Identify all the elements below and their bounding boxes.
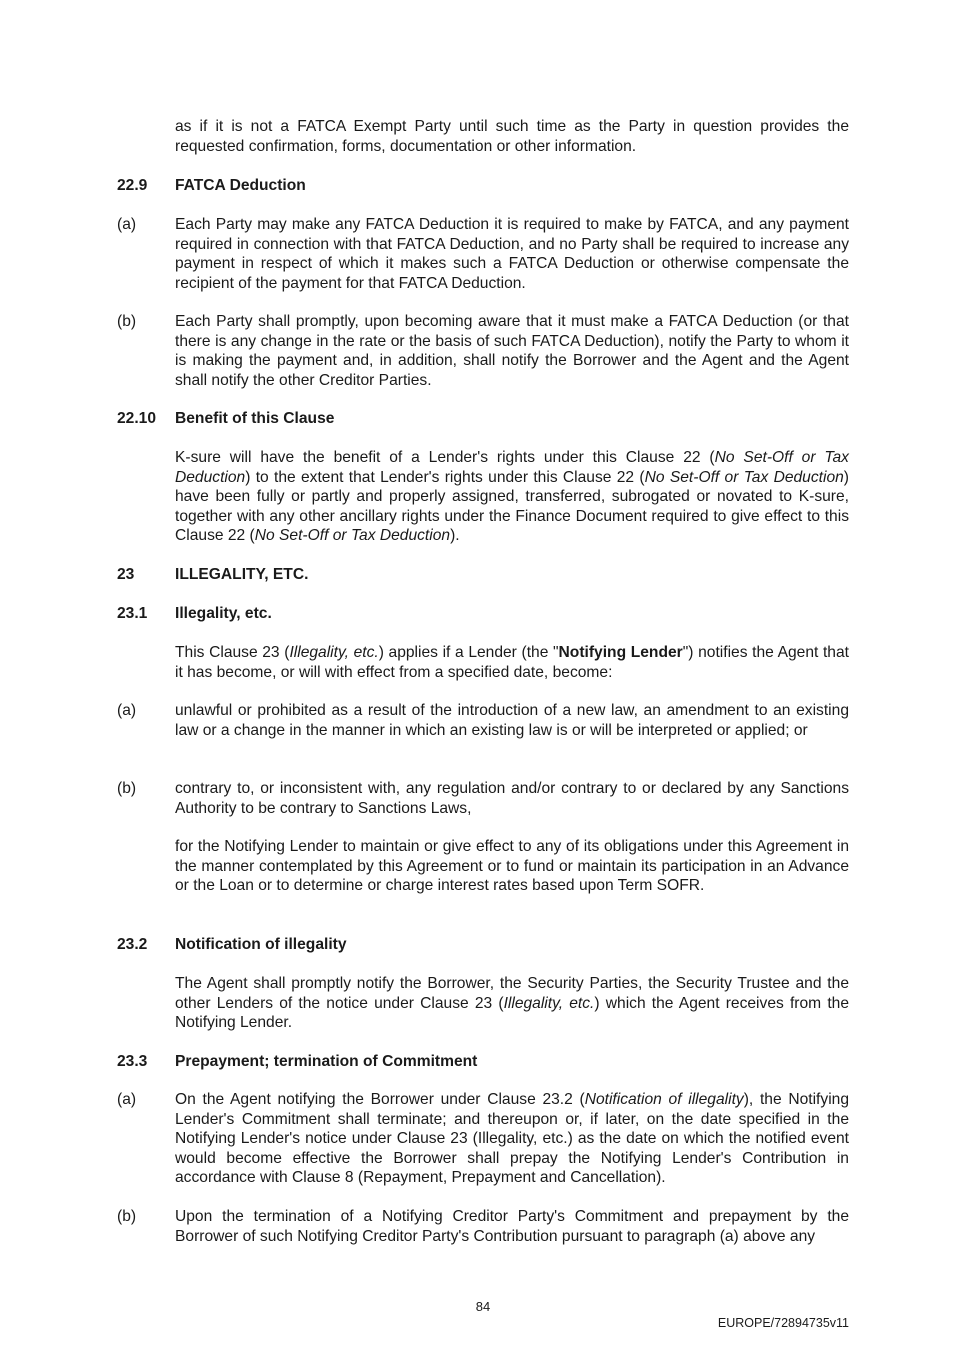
clause-heading-illegality: ILLEGALITY, ETC.	[175, 566, 309, 583]
paragraph-22-9-a: Each Party may make any FATCA Deduction it is required to make by FATCA, and any payment required in connection with that FATCA Deduction, and no Party shall be required to increase any payment in respect of which it makes such a FATCA Deduction or otherwise compensate the recipient of the payment for that FATCA Deduction.	[175, 216, 849, 292]
list-label-23-1-b: (b)	[117, 780, 137, 797]
paragraph-22-9-b: Each Party shall promptly, upon becoming aware that it must make a FATCA Deduction (or that there is any change in the rate or the basis of such FATCA Deduction), notify the Party to whom it is making the payment and, in addition, shall notify the Borrower and the Agent and the Agent shall notify the other Creditor Parties.	[175, 313, 849, 389]
paragraph-22-10: K-sure will have the benefit of a Lender's rights under this Clause 22 (No Set-Off or Tax Deduction) to the extent that Lender's rights under this Clause 22 (No Set-Off or Tax Deduction) have been fully or partly and properly assigned, transferred, subrogated or novated to K-sure, together with any other ancillary rights under the Finance Document required to give effect to this Clause 22 (No Set-Off or Tax Deduction).	[175, 449, 849, 545]
clause-heading-prepayment: Prepayment; termination of Commitment	[175, 1053, 478, 1070]
clause-heading-fatca-deduction: FATCA Deduction	[175, 177, 306, 194]
paragraph-23-1-b: contrary to, or inconsistent with, any regulation and/or contrary to or declared by any Sanctions Authority to be contrary to Sanctions Laws,	[175, 780, 849, 817]
page-number: 84	[475, 1299, 491, 1314]
paragraph-23-1-a: unlawful or prohibited as a result of the introduction of a new law, an amendment to an existing law or a change in the manner in which an existing law is or will be interpreted or applied; or	[175, 702, 849, 739]
paragraph-23-1: This Clause 23 (Illegality, etc.) applies if a Lender (the "Notifying Lender") notifies the Agent that it has become, or will with effect from a specified date, become:	[175, 644, 849, 681]
paragraph-23-1-tail: for the Notifying Lender to maintain or give effect to any of its obligations under this Agreement in the manner contemplated by this Agreement or to fund or maintain its participation in an Advance or the Loan or to determine or charge interest rates based upon Term SOFR.	[175, 838, 849, 895]
clause-heading-benefit-of-clause: Benefit of this Clause	[175, 410, 335, 427]
paragraph-23-3-b: Upon the termination of a Notifying Creditor Party's Commitment and prepayment by the Borrower of such Notifying Creditor Party's Contribution pursuant to paragraph (a) above any	[175, 1208, 849, 1245]
list-label-22-9-b: (b)	[117, 313, 137, 330]
list-label-23-3-a: (a)	[117, 1091, 137, 1108]
clause-heading-illegality-etc: Illegality, etc.	[175, 605, 272, 622]
clause-heading-notification: Notification of illegality	[175, 936, 347, 953]
clause-number-23-1: 23.1	[117, 605, 148, 622]
paragraph-23-2: The Agent shall promptly notify the Borrower, the Security Parties, the Security Trustee and the other Lenders of the notice under Clause 23 (Illegality, etc.) which the Agent receives from the Notifying Lender.	[175, 975, 849, 1032]
paragraph-23-3-a: On the Agent notifying the Borrower under Clause 23.2 (Notification of illegality), the Notifying Lender's Commitment shall terminate; and thereupon or, if later, on the date specified in the Notifying Lender's notice under Clause 23 (Illegality, etc.) as the date on which the notified event would become effective the Borrower shall prepay the Notifying Lender's Contribution in accordance with Clause 8 (Repayment, Prepayment and Cancellation).	[175, 1091, 849, 1187]
paragraph-fatca-exempt-continuation: as if it is not a FATCA Exempt Party until such time as the Party in question provides the requested confirmation, forms, documentation or other information.	[175, 118, 849, 155]
document-reference: EUROPE/72894735v11	[717, 1316, 849, 1330]
clause-number-22-10: 22.10	[117, 410, 157, 427]
list-label-23-1-a: (a)	[117, 702, 137, 719]
clause-number-23: 23	[117, 566, 135, 583]
list-label-22-9-a: (a)	[117, 216, 137, 233]
clause-number-23-2: 23.2	[117, 936, 148, 953]
clause-number-23-3: 23.3	[117, 1053, 148, 1070]
list-label-23-3-b: (b)	[117, 1208, 137, 1225]
clause-number-22-9: 22.9	[117, 177, 148, 194]
